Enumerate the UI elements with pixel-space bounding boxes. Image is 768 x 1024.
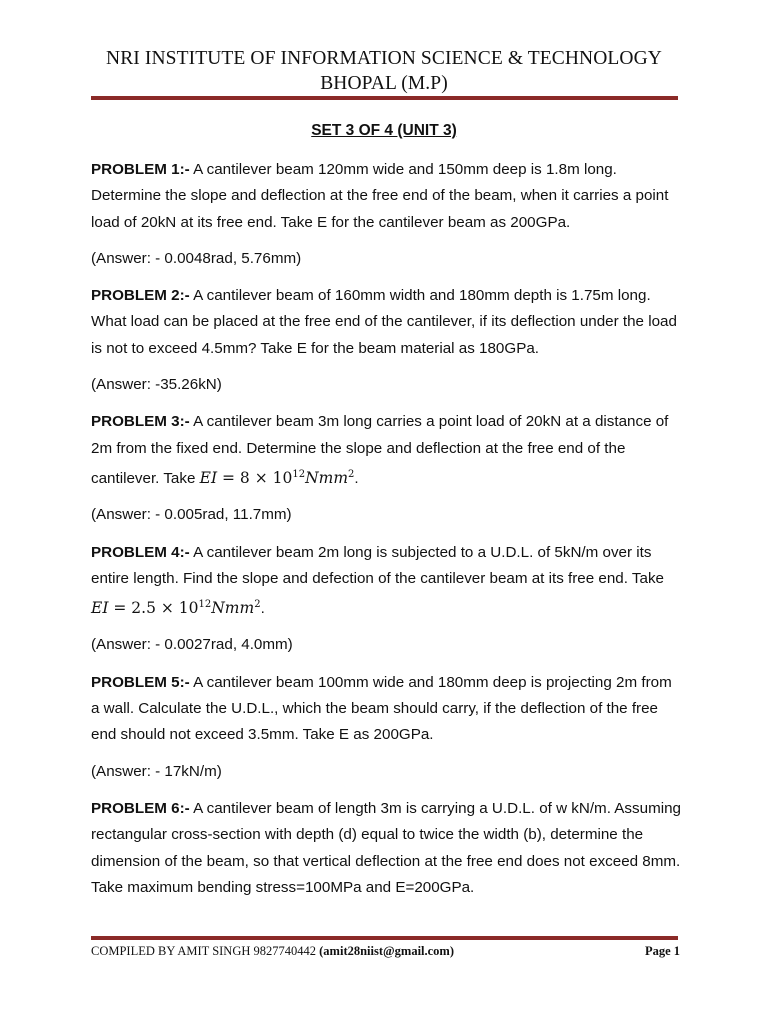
- problem-label: PROBLEM 5:-: [91, 673, 190, 691]
- header-divider: [91, 96, 678, 100]
- footer-credit: COMPILED BY AMIT SINGH 9827740442 (amit28niist@gmail.com): [91, 944, 455, 958]
- problem-4: PROBLEM 4:- A cantilever beam 2m long is subjected to a U.D.L. of 5kN/m over its entire length. Find the slope and defection of the cantilever beam at its free end. Take EI = $2.5 \times 10^{12}Nmm^2$.: [91, 543, 664, 618]
- footer-email: (amit28niist@gmail.com): [319, 944, 455, 958]
- set-title: SET 3 OF 4 (UNIT 3): [311, 122, 457, 139]
- problem-5: [91, 670, 681, 749]
- institute-location: BHOPAL (M.P): [320, 73, 448, 94]
- problem-text: A cantilever beam 2m long is subjected to a U.D.L. of 5kN/m over its entire length. Find the slope and defection of the cantilever beam at its free end. Take: [91, 543, 664, 587]
- problem-6: [91, 796, 681, 901]
- page-footer: [91, 944, 680, 959]
- problem-text: A cantilever beam 120mm wide and 150mm deep is 1.8m long. Determine the slope and deflection at the free end of the beam, when it carries a point load of 20kN at its free end. Take E for the cantilever beam as 200GPa.: [91, 161, 669, 231]
- problem-label: PROBLEM 4:-: [91, 543, 190, 561]
- problem-1: [91, 157, 681, 236]
- answer-4: (Answer: - 0.0027rad, 4.0mm): [91, 636, 293, 654]
- problem-text: A cantilever beam 3m long carries a point load of 20kN at a distance of 2m from the fixed end. Determine the slope and deflection at the free end of the cantilever. Take: [91, 413, 669, 487]
- problem-list: [91, 157, 681, 911]
- problem-text: A cantilever beam of 160mm width and 180mm depth is 1.75m long. What load can be placed at the free end of the cantilever, if its deflection under the load is not to exceed 4.5mm? Take E for the beam material as 180GPa.: [91, 287, 677, 357]
- ei-formula: EI = $2.5 \times 10^{12}Nmm^2$: [91, 599, 261, 618]
- page-number: Page 1: [644, 944, 680, 958]
- footer-divider: [91, 936, 678, 940]
- problem-text: A cantilever beam of length 3m is carrying a U.D.L. of w kN/m. Assuming rectangular cross-section with depth (d) equal to twice the width (b), determine the dimension of the beam, so that vertical deflection at the free end does not exceed 8mm. Take maximum bending stress=100MPa and E=200GPa.: [91, 799, 681, 896]
- answer-2: (Answer: -35.26kN): [91, 376, 222, 394]
- answer-1: (Answer: - 0.0048rad, 5.76mm): [91, 249, 302, 267]
- problem-3: PROBLEM 3:- A cantilever beam 3m long carries a point load of 20kN at a distance of 2m from the fixed end. Determine the slope and deflection at the free end of the cantilever. Take EI = $8 \times 10^{12}Nmm^2$.: [91, 413, 669, 487]
- problem-text: A cantilever beam 100mm wide and 180mm deep is projecting 2m from a wall. Calculate the U.D.L., which the beam should carry, if the deflection of the free end should not exceed 3.5mm. Take E as 200GPa.: [91, 673, 672, 744]
- problem-label: PROBLEM 1:-: [91, 161, 190, 178]
- answer-3: (Answer: - 0.005rad, 11.7mm): [91, 506, 292, 524]
- problem-label: PROBLEM 6:-: [91, 799, 190, 817]
- problem-label: PROBLEM 2:-: [91, 287, 190, 305]
- document-header: [0, 46, 768, 96]
- ei-formula: EI = $8 \times 10^{12}Nmm^2$: [199, 468, 355, 487]
- problem-label: PROBLEM 3:-: [91, 413, 190, 431]
- problem-2: [91, 283, 681, 362]
- answer-5: (Answer: - 17kN/m): [91, 762, 222, 780]
- institute-name: NRI INSTITUTE OF INFORMATION SCIENCE & TECHNOLOGY: [106, 48, 662, 69]
